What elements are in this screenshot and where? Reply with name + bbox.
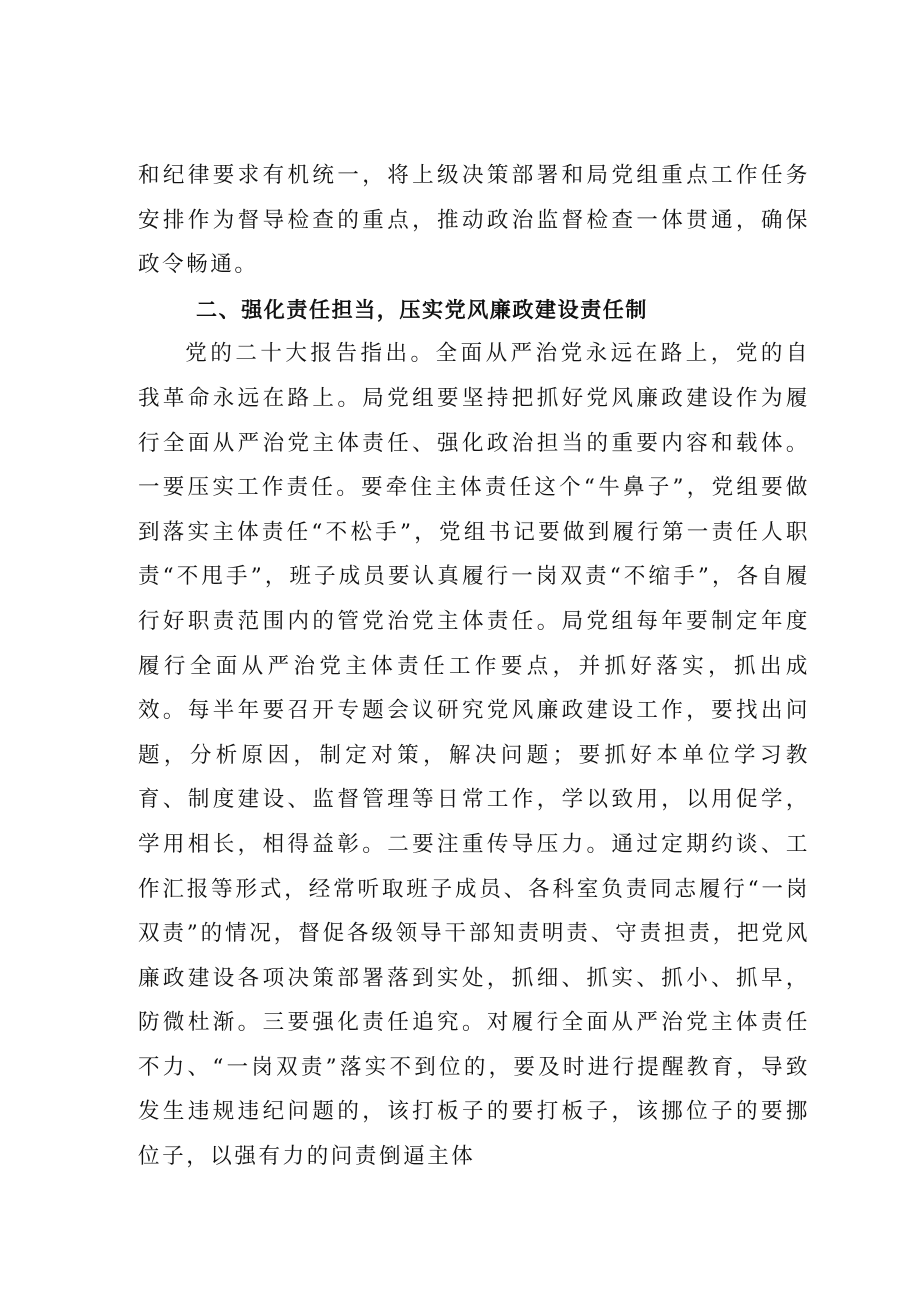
document-body	[138, 154, 810, 1180]
section-heading: 二、强化责任担当，压实党风廉政建设责任制	[196, 297, 648, 322]
continuation-paragraph: 和纪律要求有机统一，将上级决策部署和局党组重点工作任务安排作为督导检查的重点，推动政治监督检查一体贯通，确保政令畅通。	[138, 163, 810, 278]
body-paragraph: 党的二十大报告指出。全面从严治党永远在路上，党的自我革命永远在路上。局党组要坚持把抓好党风廉政建设作为履行全面从严治党主体责任、强化政治担当的重要内容和载体。一要压实工作责任。要牵住主体责任这个“牛鼻子”，党组要做到落实主体责任“不松手”，党组书记要做到履行第一责任人职责“不甩手”，班子成员要认真履行一岗双责“不缩手”，各自履行好职责范围内的管党治党主体责任。局党组每年要制定年度履行全面从严治党主体责任工作要点，并抓好落实，抓出成效。每半年要召开专题会议研究党风廉政建设工作，要找出问题，分析原因，制定对策，解决问题；要抓好本单位学习教育、制度建设、监督管理等日常工作，学以致用，以用促学，学用相长，相得益彰。二要注重传导压力。通过定期约谈、工作汇报等形式，经常听取班子成员、各科室负责同志履行“一岗双责”的情况，督促各级领导干部知责明责、守责担责，把党风廉政建设各项决策部署落到实处，抓细、抓实、抓小、抓早，防微杜渐。三要强化责任追究。对履行全面从严治党主体责任不力、“一岗双责”落实不到位的，要及时进行提醒教育，导致发生违规违纪问题的，该打板子的要打板子，该挪位子的要挪位子，以强有力的问责倒逼主体	[138, 341, 810, 1170]
